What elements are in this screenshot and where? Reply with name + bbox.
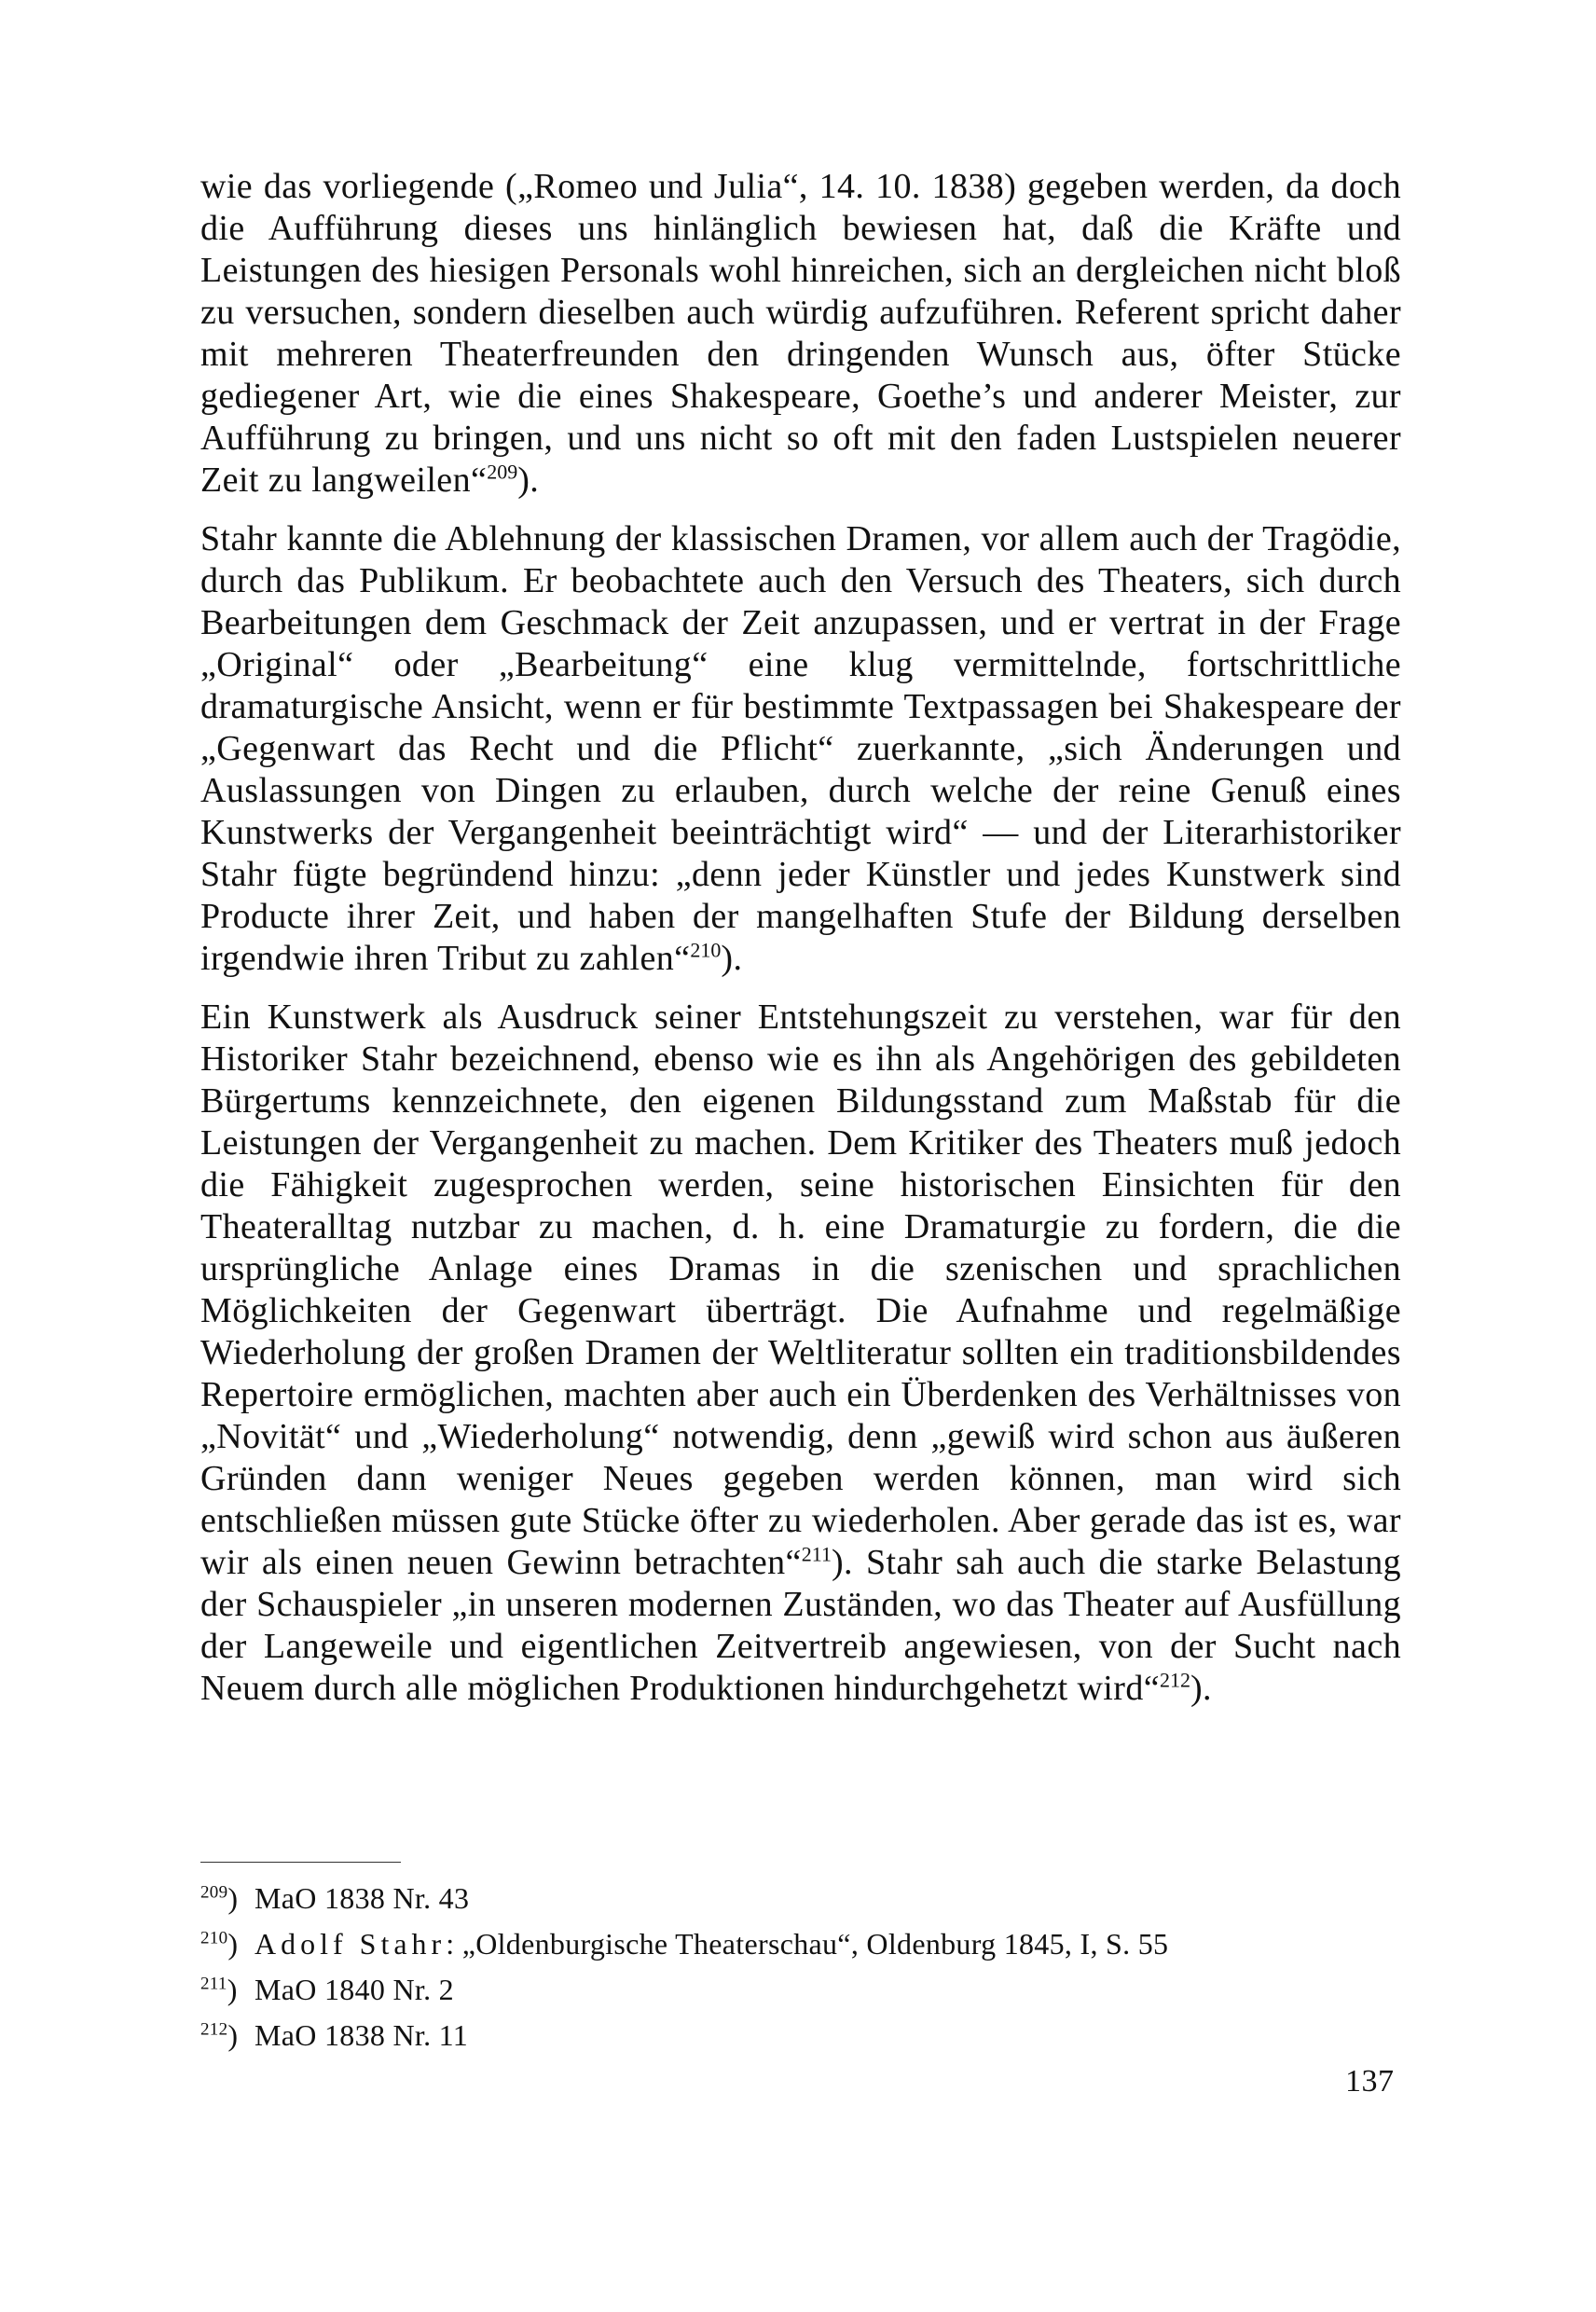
footnote-reference: 210 (690, 938, 722, 962)
paragraph-text: ). (517, 461, 540, 500)
footnote-209 (200, 1878, 1401, 1919)
footnote-number: 209 (200, 1882, 228, 1903)
footnote-divider (200, 1862, 401, 1863)
paragraph-text: ). (1190, 1669, 1212, 1708)
footnote-author: Adolf Stahr (255, 1927, 447, 1961)
paragraph-text: ). Stahr sah auch die starke Belastung der Schauspieler „in unseren modernen Zuständen, wo das Theater auf Ausfüllung der Langeweile und eigentlichen Zeitvertreib angewiesen, von der Sucht nach Neuem durch alle möglichen Produktionen hindurchgehetzt wird“ (200, 1543, 1401, 1708)
footnote-reference: 212 (1160, 1668, 1190, 1692)
footnote-number: 211 (200, 1974, 227, 1994)
main-text (200, 166, 1401, 1710)
footnote-text: MaO 1838 Nr. 43 (255, 1881, 470, 1915)
paragraph-1 (200, 166, 1401, 502)
footnote-text: : „Oldenburgische Theaterschau“, Oldenburg 1845, I, S. 55 (446, 1927, 1169, 1961)
footnote-marker: $^{212}$) (200, 2018, 239, 2052)
footnote-reference: 211 (801, 1542, 832, 1566)
footnote-text: MaO 1838 Nr. 11 (255, 2018, 469, 2052)
paragraph-text: Stahr kannte die Ablehnung der klassischen Dramen, vor allem auch der Tragödie, durch das Publikum. Er beobachtete auch den Versuch des Theaters, sich durch Bearbeitungen dem Geschmack der Zeit anzupassen, und er vertrat in der Frage „Original“ oder „Bearbeitung“ eine klug vermittelnde, fortschrittliche dramaturgische Ansicht, wenn er für bestimmte Textpassagen bei Shakespeare der „Gegenwart das Recht und die Pflicht“ zuerkannte, „sich Änderungen und Auslassungen von Dingen zu erlauben, durch welche der reine Genuß eines Kunstwerks der Vergangenheit beeinträchtigt wird“ — und der Literarhistoriker Stahr fügte begründend hinzu: „denn jeder Künstler und jedes Kunstwerk sind Producte ihrer Zeit, und haben der mangelhaften Stufe der Bildung derselben irgendwie ihren Tribut zu zahlen“ (200, 519, 1401, 978)
footnotes (200, 1878, 1401, 2060)
footnote-210 (200, 1923, 1401, 1964)
footnote-marker: $^{211}$) (200, 1973, 238, 2006)
paragraph-2 (200, 518, 1401, 980)
page-number: 137 (1345, 2064, 1395, 2099)
paragraph-3 (200, 997, 1401, 1710)
footnote-marker: $^{209}$) (200, 1881, 239, 1915)
footnote-number: 210 (200, 1928, 228, 1948)
paragraph-text: ). (721, 939, 743, 978)
footnote-reference: 209 (487, 460, 518, 484)
footnote-number: 212 (200, 2019, 228, 2040)
footnote-212 (200, 2015, 1401, 2056)
footnote-marker: $^{210}$) (200, 1927, 239, 1961)
footnote-text: MaO 1840 Nr. 2 (255, 1973, 454, 2006)
paragraph-text: wie das vorliegende („Romeo und Julia“, 14. 10. 1838) gegeben werden, da doch die Aufführung dieses uns hinlänglich bewiesen hat, daß die Kräfte und Leistungen des hiesigen Personals wohl hinreichen, sich an dergleichen nicht bloß zu versuchen, sondern dieselben auch würdig aufzuführen. Referent spricht daher mit mehreren Theaterfreunden den dringenden Wunsch aus, öfter Stücke gediegener Art, wie die eines Shakespeare, Goethe’s und anderer Meister, zur Aufführung zu bringen, und uns nicht so oft mit den faden Lustspielen neuerer Zeit zu langweilen“ (200, 167, 1401, 500)
footnote-211 (200, 1969, 1401, 2010)
paragraph-text: Ein Kunstwerk als Ausdruck seiner Entstehungszeit zu verstehen, war für den Historiker Stahr bezeichnend, ebenso wie es ihn als Angehörigen des gebildeten Bürgertums kennzeichnete, den eigenen Bildungsstand zum Maßstab für die Leistungen der Vergangenheit zu machen. Dem Kritiker des Theaters muß jedoch die Fähigkeit zugesprochen werden, seine historischen Einsichten für den Theateralltag nutzbar zu machen, d. h. eine Dramaturgie zu fordern, die die ursprüngliche Anlage eines Dramas in die szenischen und sprachlichen Möglichkeiten der Gegenwart überträgt. Die Aufnahme und regelmäßige Wiederholung der großen Dramen der Weltliteratur sollten ein traditionsbildendes Repertoire ermöglichen, machten aber auch ein Überdenken des Verhältnisses von „Novität“ und „Wiederholung“ notwendig, denn „gewiß wird schon aus äußeren Gründen dann weniger Neues gegeben werden können, man wird sich entschließen müssen gute Stücke öfter zu wiederholen. Aber gerade das ist es, war wir als einen neuen Gewinn betrachten“ (200, 998, 1401, 1582)
